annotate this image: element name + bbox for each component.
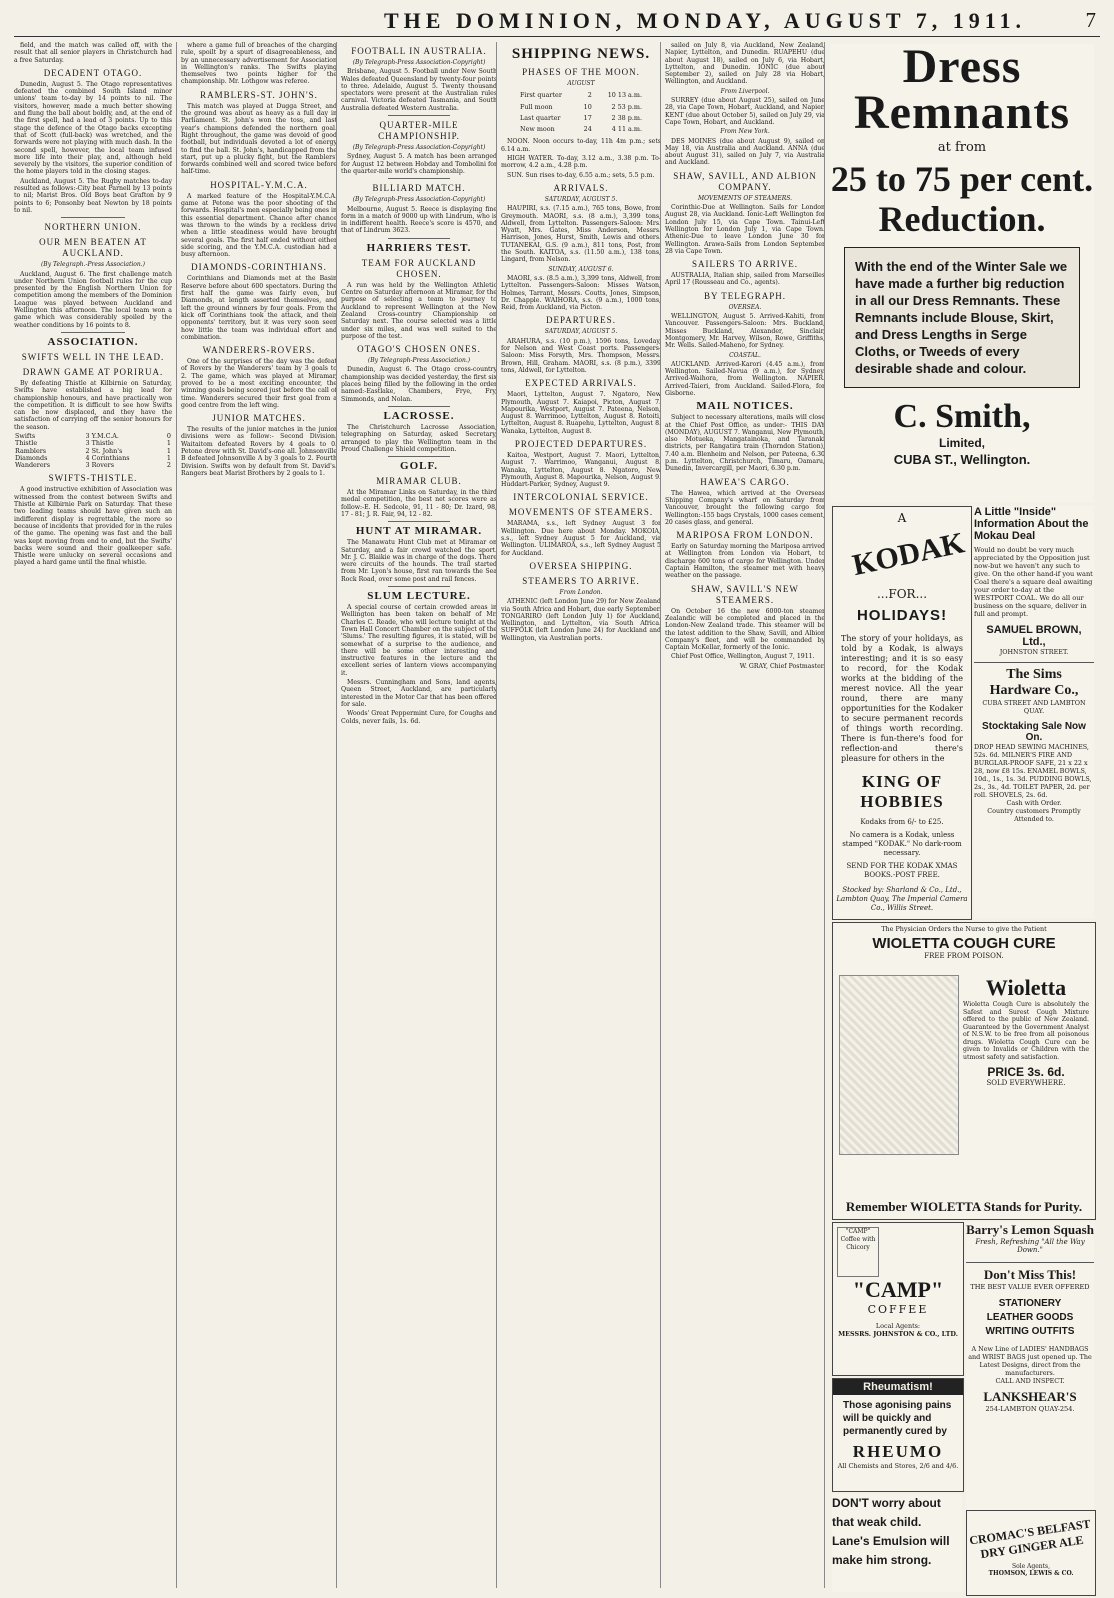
dress-remnants-ad	[830, 44, 1094, 502]
heading-junior-matches: JUNIOR MATCHES.	[212, 413, 306, 424]
article-text: where a game full of breaches of the charging rule, spoilt by a spurt of disagreeableness, and by an unnecessary advertisement for Association in Wellington's ranks. The Swifts playing themselves two points higher for the championship. Mr. Lothgow was referee.	[181, 42, 337, 86]
ad-item: WRITING OUTFITS	[985, 1326, 1075, 1337]
divider	[388, 521, 450, 522]
table-row: Ramblers 2 St. John's 1	[15, 446, 171, 455]
heading-steamers-to-arrive: STEAMERS TO ARRIVE.	[522, 575, 640, 586]
ad-body-box: With the end of the Winter Sale we have made a further big reduction in all our Dress Remnants. These Remnants include Blouse, Skirt, and Dress Lengths in Serge Cloths, or Tweeds of every desirable shade and colour.	[844, 247, 1080, 388]
heading-shipping-news: SHIPPING NEWS.	[511, 46, 651, 62]
ad-chemists: All Chemists and Stores, 2/6 and 4/6.	[837, 1462, 959, 1470]
article-text: A good instructive exhibition of Association was witnessed from the contest between Swifts and Thistle at Kilbirnie Park on Saturday. That these two leading teams should have given such an indifferent display is regrettable, the more so because of incidents that provided for in the rules of the game. The opening was fast and the ball was kept moving from end to end, but the Swifts' backs were sound and their goalkeeper safe. Thistle were unlucky on several occasions and played a hard game until the final whistle.	[14, 486, 172, 567]
ad-price-list: DROP HEAD SEWING MACHINES, 52s. 6d. MILNER'S FIRE AND BURGLAR-PROOF SAFE, 21 x 22 x 28, now £8 15s. ENAMEL BOWLS, 10d., 1s., 1s. 3d. PUDDING BOWLS, 2s., 3s., 4d. TOILET PAPER, 2d. per roll. SHOVELS, 2s. 6d.	[974, 743, 1092, 799]
noon-notice: NOON. Noon occurs to-day, 11h 4m p.m.; sets 6.14 a.m.	[501, 138, 661, 153]
lanes-emulsion-ad	[832, 1494, 962, 1592]
ad-subline: at from	[937, 140, 987, 155]
heading-oversea-shipping: OVERSEA SHIPPING.	[529, 560, 633, 571]
column-shipping-1	[496, 42, 661, 1588]
column-shipping-2	[660, 42, 825, 1588]
article-text: The results of the junior matches in the junior divisions were as follow:- Second Division. Waitaitom defeated Rovers by 4 goals to 0. Petone drew with St. David's-one all. Johnsonville B defeated Johnsonville A by 3 goals to 2. Fourth Division. Swifts won by default from St. David's. Rangers beat Marist Brothers by 2 goals to 1.	[181, 426, 337, 477]
ad-tagline: Fresh, Refreshing "All the Way Down."	[975, 1238, 1085, 1254]
date-line: SATURDAY, AUGUST 5.	[544, 195, 618, 203]
heading-hawea-cargo: HAWEA'S CARGO.	[700, 476, 790, 487]
ad-firm: C. Smith,	[893, 398, 1031, 435]
date-line: SATURDAY, AUGUST 5.	[544, 328, 618, 336]
table-row: Swifts 3 Y.M.C.A. 0	[15, 431, 171, 440]
heading-phases-moon: PHASES OF THE MOON.	[522, 67, 640, 77]
heading-northern-union: NORTHERN UNION.	[44, 222, 142, 233]
article-text: Early on Saturday morning the Mariposa arrived at Wellington from London via Hobart, to discharge 600 tons of cargo for Wellington. Under Captain Hamilton, the steamer met with heavy weather on the passage.	[665, 543, 825, 580]
article-text: At the Miramar Links on Saturday, in the third medal competition, the best net scores were as follow:-E. H. Sedcole, 91, 11 - 80; Dr. Izard, 98, 17 - 81; J. R. Fair, 94, 12 - 82.	[341, 489, 497, 518]
article-text: Subject to necessary alterations, mails will close at the Chief Post Office, as under:- THIS DAY (MONDAY), AUGUST 7. Wanganui, New Plymouth, also Motueka, Mangatainoka, and Taranaki districts, per Rangatira train (Thorndon Station), 7.40 a.m. Blenheim and Nelson, per Pateena, 6.30 p.m. Lyttelton, Christchurch, Timaru, Oamaru, Dunedin, Invercargill, per Maori, 6.30 p.m.	[665, 414, 825, 473]
byline: (By Telegraph-Press Association-Copyright)	[352, 144, 486, 152]
ad-item: STATIONERY	[998, 1298, 1062, 1309]
heading-intercolonial: INTERCOLONIAL SERVICE.	[513, 492, 649, 503]
high-water-notice: HIGH WATER. To-day, 3.12 a.m., 3.38 p.m. To-morrow, 4.2 a.m., 4.28 p.m.	[501, 155, 661, 170]
ad-body: The story of your holidays, as told by a Kodak, is always interesting; and it is so easy to record, for the Kodak works at the bidding of the merest novice. All the year round, there are many opportunities for the Kodaker to secure permanent records of things worth recording. There is fun-there's food for reflection-and there's pleasure for others in the	[841, 634, 963, 763]
heading-football-australia: FOOTBALL IN AUSTRALIA.	[351, 46, 487, 56]
postmaster: W. GRAY, Chief Postmaster.	[739, 662, 825, 670]
article-text: SURREY (due about August 25), sailed on June 28, via Cape Town, Hobart, Auckland, and Napier. KENT (due about October 5), sailed on July 29, via Cape Town, Hobart, and Auckland.	[665, 97, 825, 126]
heading-swifts-thistle: SWIFTS-THISTLE.	[48, 473, 138, 484]
ad-agents-label: Sole Agents,	[1011, 1563, 1051, 1570]
ad-firm: SAMUEL BROWN, Ltd.,	[986, 624, 1082, 648]
ad-stocktaking: Stocktaking Sale Now On.	[982, 721, 1086, 743]
divider	[388, 586, 450, 587]
heading-hunt-miramar: HUNT AT MIRAMAR.	[355, 525, 483, 538]
divider	[388, 178, 450, 179]
ad-body: Those agonising pains will be quickly and permanently cured by	[843, 1400, 952, 1437]
mokau-and-hardware-ads	[974, 506, 1094, 918]
column-sport-2	[176, 42, 337, 1588]
ad-firm-address: CUBA ST., Wellington.	[893, 452, 1031, 467]
article-text: The Hawea, which arrived at the Overseas Shipping Company's wharf on Saturday from Vancouver, brought the following cargo for Wellington:-155 bags Crystals, 1000 cases cement, 20 cases glass, and general.	[665, 489, 825, 526]
ad-firm-address: CUBA STREET AND LAMBTON QUAY.	[982, 699, 1086, 715]
article-text: Melbourne, August 5. Reece is displaying fine form in a match of 9000 up with Lindrum, who is in indifferent health. Reece's score is 4570, and that of Lindrum 3623.	[341, 205, 497, 235]
article-text: Sydney, August 5. A match has been arranged for August 12 between Hobday and Tombolini for the quarter-mile world's championship.	[341, 153, 497, 175]
ginger-ale-ad	[966, 1510, 1096, 1596]
heading-by-telegraph: BY TELEGRAPH.	[703, 290, 786, 301]
divider	[388, 115, 450, 116]
wioletta-ad	[832, 922, 1096, 1220]
byline: (By Telegraph-Press Association.)	[367, 357, 471, 365]
column-sport-3	[336, 42, 497, 1588]
ad-headline: A Little "Inside" Information About the Mokau Deal	[974, 506, 1089, 542]
article-text: Maori, Lyttelton, August 7. Ngatoro, New Plymouth, August 7. Kaiapoi, Picton, August 7. Mapourika, Westport, August 7. Pateena, Nelson, August 8. Warrimoo, Lyttelton, August 8. Rotoiti, Lyttelton, August 8. Ruapehu, Lyttelton, August 8. Wanaka, Lyttelton, August 8.	[501, 391, 661, 435]
heading-mail-notices: MAIL NOTICES.	[696, 400, 794, 413]
heading-ramblers: RAMBLERS-ST. JOHN'S.	[200, 89, 318, 100]
article-text: sailed on July 8, via Auckland, New Zealand, Napier, Lyttelton, and Dunedin. RUAPEHU (due about August 18), sailed on July 6, via Hobart, Lyttelton, and Dunedin. IONIC (due about September 2), sailed on July 28 via Hobart, Wellington, and Auckland.	[665, 42, 825, 86]
article-text: Auckland, August 6. The first challenge match under Northern Union football rules for the cup presented by the English Northern Union for competition among the members of the Dominion League was played between Auckland and Wellington this afternoon. The local team won a game which was considerably spoiled by the weather conditions by 16 points to 8.	[14, 270, 172, 329]
article-text: One of the surprises of the day was the defeat of Rovers by the Wanderers' team by 3 goals to 2. The game, which was played at Miramar, proved to be a most exciting encounter, the winning goals being scored just before the call of time. Wanderers secured their first goal from a good centre from the left wing.	[181, 358, 337, 409]
nurse-illustration	[839, 975, 959, 1155]
divider	[388, 456, 450, 457]
subheading: OVERSEA.	[728, 303, 762, 311]
article-text: The Manawatu Hunt Club met at Miramar on Saturday, and a fair crowd watched the sport. Mr. J. C. Blaikie was in charge of the dogs. There were circuits of the hounds. The trail started from Mr. Lyon's house, first ran towards the Sea Rock Road, over some post and rail fences.	[341, 539, 497, 583]
ad-price: Kodaks from 6/- to £25.	[860, 818, 944, 826]
article-text: A marked feature of the Hospital-Y.M.C.A. game at Petone was the poor shooting of the forwards. Hospital's men especially being ones in this essential department. Chance after chance was thrown to the winds by a reckless drive when a little steadiness would have brought several goals. The first half ended without either side scoring, and the Y.M.C.A. custodian had a busy afternoon.	[181, 192, 337, 259]
ad-sold: SOLD EVERYWHERE.	[986, 1079, 1066, 1087]
article-text: Woods' Great Peppermint Cure, for Coughs and Colds, never fails, 1s. 6d.	[341, 710, 497, 725]
from-label: From London.	[559, 588, 603, 596]
article-text: ARAHURA, s.s. (10 p.m.), 1596 tons, Loveday, for Nelson and West Coast ports. Passengers-Saloon: Miss Forsyth, Mrs. Thompson, Messrs. Brown, Hill, Graham. MAORI, s.s. (8 p.m.), 3399 tons, Aldwell, for Lyttelton.	[501, 337, 661, 374]
byline: (By Telegraph.-Press Association.)	[40, 261, 146, 269]
heading-hospital-ymca: HOSPITAL-Y.M.C.A.	[210, 179, 308, 190]
ad-firm-limited: Limited,	[938, 436, 985, 450]
ad-body: DON'T worry about that weak child. Lane's Emulsion will make him strong.	[832, 1496, 950, 1567]
table-row: New moon 24 4 11 a.m.	[520, 125, 642, 134]
results-table	[14, 433, 172, 469]
heading-wanderers: WANDERERS-ROVERS.	[202, 345, 316, 356]
heading-team-auckland: TEAM FOR AUCKLAND CHOSEN.	[361, 257, 477, 279]
heading-diamonds: DIAMONDS-CORINTHIANS.	[191, 262, 327, 273]
table-row: Wanderers 3 Rovers 2	[15, 461, 171, 470]
subheading: MOVEMENTS OF STEAMERS.	[697, 194, 793, 202]
article-text: MAORI, s.s. (8.5 a.m.), 3,399 tons, Aldwell, from Lyttelton. Passengers-Saloon: Misses Watson, Holmes, Tarrant, Messrs. Coutts, Jones, Simpson, Dr. Chapple. WAIHORA, s.s. (9 a.m.), 1000 tons, Reid, from Auckland, via Picton.	[501, 274, 661, 312]
date-line: SUNDAY, AUGUST 6.	[548, 265, 614, 273]
ad-stocked: Stocked by: Sharland & Co., Ltd., Lambton Quay, The Imperial Camera Co., Willis Street.	[836, 886, 968, 912]
coffee-bottle-label: "CAMP" Coffee with Chicory	[837, 1227, 879, 1277]
heading-slum-lecture: SLUM LECTURE.	[367, 590, 471, 603]
heading-projected-departures: PROJECTED DEPARTURES.	[514, 438, 648, 449]
heading-our-men-beaten: OUR MEN BEATEN AT AUCKLAND.	[39, 237, 147, 259]
ad-remember: Remember WIOLETTA Stands for Purity.	[845, 1199, 1083, 1214]
ad-product: COFFEE	[867, 1303, 929, 1316]
article-text: Dunedin, August 5. The Otago representatives defeated the combined South Island minor unions' team to-day by 14 points to nil. The visitors, however, made a much better showing and flung the ball about boldly, and, at the end of the first spell, had a lead of 3 points. Up to this stage the defence of the Otago backs excepting that of Scott (full-back) was wretched, and the forwards were not playing with much dash. In the second spell, however, the local team infused more life into their play, and, although held severely by the visitors, the superior condition of the home players told in the closing stages.	[14, 80, 172, 176]
ad-cash: Cash with Order.	[1006, 799, 1062, 807]
ad-brand: Wioletta	[985, 975, 1067, 1000]
kodak-logo: KODAK	[849, 526, 968, 583]
article-text: A run was held by the Wellington Athletic Centre on Saturday afternoon at Miramar, for the purpose of selecting a team to journey to Auckland to represent Wellington at the New Zealand Cross-country Championship on Saturday next. The course selected was a little under six miles, and was well suited to the purpose of the test.	[341, 281, 497, 340]
signoff: Chief Post Office, Wellington, August 7, 1911.	[671, 653, 815, 661]
table-row: Thistle 3 Thistle 1	[15, 439, 171, 448]
ad-country: Country customers Promptly Attended to.	[987, 807, 1081, 823]
ad-body: Would no doubt be very much appreciated by the Opposition just now-but we haven't any such to give. On the other hand-if you want Coal there's a square deal awaiting your order to-day at the WESTPORT COAL. We do all our business on the square, deliver in full and prompt.	[974, 546, 1093, 618]
ad-body: A New Line of LADIES' HANDBAGS and WRIST BAGS just opened up. The Latest Designs, direct from the manufacturers.	[968, 1345, 1092, 1377]
article-text: Messrs. Cunningham and Sons, land agents, Queen Street, Auckland, are particularly interested in the Motor Car that has been offered for sale.	[341, 679, 497, 708]
ad-agents: Local Agents:	[875, 1322, 921, 1330]
divider	[61, 332, 124, 333]
ad-firm: The Sims Hardware Co.,	[974, 662, 1094, 699]
article-text: Dunedin, August 6. The Otago cross-country championship was decided yesterday, the first six places being filled by the following in the order named:-Eastlake, Chambers, Frye, Fry, Simmonds, and Nolan.	[341, 366, 497, 403]
ad-body: Wioletta Cough Cure is absolutely the Safest and Surest Cough Mixture offered to the public of New Zealand. Guaranteed by the Government Analyst of N.S.W. to be free from all poisonous drugs. Wioletta Cough Cure can be given to Invalids or Children with the utmost safety and satisfaction.	[963, 1001, 1089, 1061]
moon-table	[517, 89, 645, 136]
article-text: WELLINGTON, August 5. Arrived-Kahiti, from Vancouver. Passengers-Saloon: Mrs. Buckland, Misses Buckland, Alexander, Sinclair, Montgomery, Mr. Harvey, Wilson, Rowe, Griffiths, Mr. Wells. Sailed-Maheno, for Sydney.	[665, 313, 825, 350]
masthead	[14, 8, 1100, 37]
heading-swifts-lead: SWIFTS WELL IN THE LEAD.	[21, 351, 165, 362]
heading-new-steamers: SHAW, SAVILL'S NEW STEAMERS.	[691, 583, 799, 605]
article-text: MARAMA, s.s., left Sydney August 3 for Wellington. Due here about Monday. MOKOIA, s.s., left Sydney August 5 for Auckland, via Wellington. ULIMAROA, s.s., left Sydney August 5 for Auckland.	[501, 520, 661, 557]
article-text: DES MOINES (due about August 9), sailed on May 18, via Australia and Auckland. ANNA (due about August 31), sailed on July 7, via Australia and Auckland.	[665, 137, 825, 167]
article-text: Corinthians and Diamonds met at the Basin Reserve before about 600 spectators. During the first half the game was fairly even, but Diamonds, at length asserted themselves, and left the ground winners by four goals. From the kick off Corinthians took the attack, and their opponents' territory, but it was very soon seen how little the team was individual effort and combination.	[181, 275, 337, 341]
article-text: Auckland, August 5. The Rugby matches to-day resulted as follows:-City beat Parnell by 13 points to nil; Marist Bros. Old Boys beat Grafton by 9 points to 6; Ponsonby beat Newton by 18 points to nil.	[14, 177, 172, 214]
rheumo-ad	[832, 1378, 964, 1492]
ad-agent-name: MESSRS. JOHNSTON & CO., LTD.	[838, 1330, 958, 1338]
moon-month: AUGUST	[567, 80, 595, 87]
from-label: From New York.	[720, 128, 770, 136]
heading-sailers: SAILERS TO ARRIVE.	[692, 259, 798, 270]
sun-notice: SUN. Sun rises to-day, 6.55 a.m.; sets, 5.5 p.m.	[507, 171, 655, 179]
ad-headline: Don't Miss This!	[966, 1262, 1094, 1283]
ad-free: FREE FROM POISON.	[924, 952, 1004, 960]
heading-golf: GOLF.	[400, 460, 438, 473]
heading-drawn-game: DRAWN GAME AT PORIRUA.	[22, 366, 164, 377]
heading-shaw-savill: SHAW, SAVILL, AND ALBION COMPANY.	[673, 170, 817, 192]
column-sport-1	[14, 42, 172, 1588]
ad-headline: WIOLETTA COUGH CURE	[872, 935, 1056, 952]
heading-mariposa: MARIPOSA FROM LONDON.	[676, 530, 814, 541]
article-text: The Christchurch Lacrosse Association, telegraphing on Saturday, asked Secretary, arranged to play the Wellington team in the Proud Challenge Shield competition.	[341, 423, 497, 453]
article-text: AUCKLAND. Arrived-Karori (4.45 a.m.), from Wellington. Sailed-Navua (9 a.m.), for Sydney. Arrived-Waihora, from Wellington. NAPIER. Arrived-Taieri, from Auckland. Sailed-Flora, for Gisborne.	[665, 360, 825, 397]
article-text: AUSTRALIA, Italian ship, sailed from Marseilles April 17 (Rousseau and Co., agents).	[665, 272, 825, 287]
from-label: From Liverpool.	[720, 87, 770, 95]
ad-note: No camera is a Kodak, unless stamped "KODAK." No dark-room necessary.	[842, 831, 962, 857]
ad-for: ...FOR...	[876, 587, 928, 601]
ad-call: CALL AND INSPECT.	[995, 1377, 1065, 1385]
heading-lacrosse: LACROSSE.	[383, 409, 455, 422]
camp-coffee-ad	[832, 1222, 964, 1376]
ad-agent-name: THOMSON, LEWIS & CO.	[988, 1570, 1074, 1577]
byline: (By Telegraph-Press Association-Copyright)	[352, 59, 486, 66]
heading-otago-chosen: OTAGO'S CHOSEN ONES.	[357, 344, 481, 355]
table-row: Full moon 10 2 53 p.m.	[520, 102, 642, 111]
heading-harriers: HARRIERS TEST.	[366, 241, 472, 254]
page-number: 7	[1085, 8, 1098, 32]
heading-association: ASSOCIATION.	[47, 335, 139, 348]
ad-headline: Rheumatism!	[833, 1379, 963, 1395]
table-row: Diamonds 4 Corinthians 1	[15, 453, 171, 462]
ad-best-value: THE BEST VALUE EVER OFFERED	[970, 1283, 1090, 1291]
article-text: A special course of certain crowded areas in Wellington has been taken on behalf of Mr. Charles C. Reade, who will lecture tonight at the Town Hall Concert Chamber on the subject of the 'Slums.' The resulting figures, it is stated, will be somewhat of a surprise to the audience, and there will be some other interesting and instructive features in the lecture and the excellent series of lantern views accompanying it.	[341, 604, 497, 677]
article-text: This match was played at Dugga Street, and the ground was about as heavy as a full day in Parliament. St. John's won the toss, and last year's champions defended the northern goal. Right throughout, the game was devoid of good football, but individuals devoted a lot of energy to find the ball. St. John's, handicapped from the start, put up a plucky fight, but the Ramblers' forwards combined well and scored twice before half-time.	[181, 102, 337, 176]
ad-article: A	[897, 511, 907, 525]
article-text: On October 16 the new 6000-ton steamer Zealandic will be completed and placed in the London-New Zealand trade. This steamer will be the latest addition to the Shaw, Savill, and Albion Company's fleet, and will be commanded by Captain McKellar, formerly of the Ionic.	[665, 607, 825, 652]
article-text: ATHENIC (left London June 29) for New Zealand via South Africa and Hobart, due early September. TONGARIRO (left London July 1) for Auckland, Wellington, and Lyttelton, via South Africa. SUFFOLK (left London June 24) for Auckland and Wellington, via Australian ports.	[501, 598, 661, 642]
heading-expected-arrivals: EXPECTED ARRIVALS.	[525, 378, 637, 389]
ad-brand: CROMAC'S BELFAST DRY GINGER ALE	[968, 1516, 1092, 1562]
article-text: By defeating Thistle at Kilbirnie on Saturday, Swifts have established a big lead for championship honours, and have practically won the competition. It is difficult to see how Swifts can be now displaced, and they have the satisfaction of carrying off the senior honours for the season.	[14, 379, 172, 431]
ad-headline: Dress Remnants	[853, 44, 1070, 139]
ad-item: LEATHER GOODS	[986, 1312, 1074, 1323]
divider	[388, 238, 450, 239]
article-text: Brisbane, August 5. Football under New South Wales defeated Queensland by twenty-four points to three. Adelaide, August 5. Twenty thousand spectators were present at the Australian rules carnival. Victoria defeated Tasmania, and South Australia defeated Western Australia.	[341, 68, 497, 112]
ad-holidays: HOLIDAYS!	[856, 607, 948, 624]
heading-miramar-club: MIRAMAR CLUB.	[376, 476, 462, 487]
ad-brand: RHEUMO	[852, 1442, 944, 1461]
newspaper-title: THE DOMINION, MONDAY, AUGUST 7, 1911.	[384, 8, 1026, 33]
subheading: COASTAL.	[729, 351, 761, 359]
byline: (By Telegraph-Press Association-Copyright)	[352, 196, 486, 204]
ad-top: The Physician Orders the Nurse to give the Patient	[881, 925, 1047, 933]
table-row: Last quarter 17 2 38 p.m.	[520, 113, 642, 122]
divider	[61, 217, 124, 218]
divider	[388, 406, 450, 407]
table-row: First quarter 2 10 13 a.m.	[520, 91, 642, 100]
heading-decadent-otago: DECADENT OTAGO.	[43, 67, 143, 78]
ad-headline: Barry's Lemon Squash	[966, 1222, 1094, 1237]
heading-departures: DEPARTURES.	[546, 315, 616, 326]
heading-movements: MOVEMENTS OF STEAMERS.	[508, 507, 654, 518]
ad-firm: LANKSHEAR'S	[983, 1389, 1077, 1404]
ad-price: 25 to 75 per cent. Reduction.	[830, 159, 1094, 239]
article-text: Corinthic-Due at Wellington. Sails for London August 28, via Auckland. Ionic-Left Wellington for London July 15, via Cape Town. Tainui-Left Wellington for London July 1, via Cape Town. Athenic-Due to leave London June 30 for Wellington. Arawa-Sails from London September 28 via Cape Town.	[665, 204, 825, 255]
heading-arrivals: ARRIVALS.	[553, 182, 609, 193]
article-text: HAUPIRI, s.s. (7.15 a.m.), 765 tons, Bowe, from Greymouth. MAORI, s.s. (8 a.m.), 3,399 tons, Aldwell, from Lyttelton. Passengers-Saloon: Mrs. Wyatt, Mrs. Gates, Miss Anderson, Messrs. Harrison, Jones, Hurst, Smith, Lewis and others. TUTANEKAI, G.S. (9 a.m.), 811 tons, Post, from the South. KAITOA, s.s. (11.50 a.m.), 138 tons, Lingard, from Nelson.	[501, 205, 661, 264]
ad-firm-address: JOHNSTON STREET.	[999, 648, 1069, 656]
ad-firm-address: 254-LAMBTON QUAY-254.	[985, 1405, 1075, 1413]
ad-brand: "CAMP"	[852, 1277, 944, 1302]
ad-send: SEND FOR THE KODAK XMAS BOOKS.-POST FREE.	[846, 862, 958, 879]
ad-price: PRICE 3s. 6d.	[987, 1065, 1065, 1079]
kodak-ad	[832, 506, 972, 920]
article-text: Kaitoa, Westport, August 7. Maori, Lyttelton, August 7. Warrimoo, Wanganui, August 8. Wanaka, Lyttelton, August 8. Ngatoro, New Plymouth, August 8. Mapourika, Nelson, August 9. Huddart-Parker, Sydney, August 9.	[501, 451, 661, 489]
heading-quarter-mile: QUARTER-MILE CHAMPIONSHIP.	[378, 120, 460, 142]
ad-hobbies: KING OF HOBBIES	[860, 772, 944, 811]
article-intro: field, and the match was called off, with the result that all senior players in Christchurch had a free Saturday.	[14, 42, 172, 64]
heading-billiard: BILLIARD MATCH.	[372, 183, 466, 194]
